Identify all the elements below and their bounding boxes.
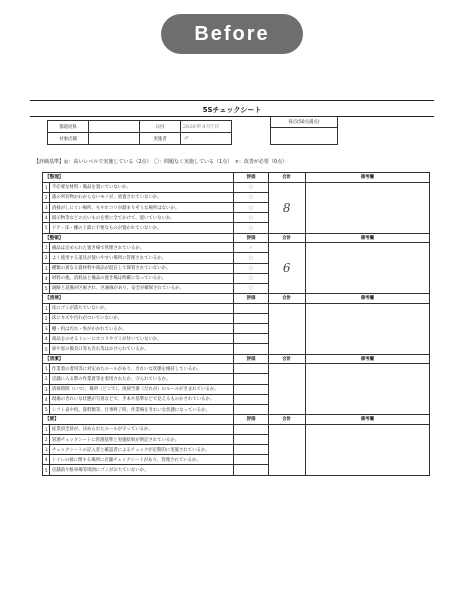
item-text: 扉や窓の換気口等も汚れ等はかけられているか。 [49,344,233,354]
section-header-row [43,173,430,183]
evaluation-cell[interactable] [234,394,269,404]
item-text: 清掃時間（いつ）、場所（どこで）、清掃当番（だれが）のルールがきまれているか。 [49,384,233,394]
evaluation-cell[interactable]: ○ [234,253,269,263]
item-text: 不必要な材料・備品を置いていないか。 [49,182,233,192]
item-number: 1 [43,243,50,253]
item-number: 4 [43,394,50,404]
evaluation-cell[interactable] [234,303,269,313]
eval-column-header: 評価 [234,415,269,425]
item-number: 4 [43,213,50,223]
evaluation-cell[interactable]: ○ [234,213,269,223]
evaluation-cell[interactable] [234,434,269,444]
item-number: 5 [43,283,50,293]
section-header-row [43,354,430,364]
evaluation-cell[interactable] [234,374,269,384]
item-text: シフト表や机、資料類等、仕事終了時、作業場をきれいな状態になっているか。 [49,404,233,414]
evaluation-cell[interactable] [234,384,269,394]
item-number: 5 [43,344,50,354]
evaluation-cell[interactable] [234,424,269,434]
evaluation-cell[interactable]: ○ [234,192,269,202]
item-number: 1 [43,424,50,434]
item-number: 2 [43,434,50,444]
score-field[interactable] [271,128,338,145]
item-text: 従業員全員が、決められたルールが守っているか。 [49,424,233,434]
implementer-field[interactable]: ダ [181,133,232,145]
evaluation-cell[interactable]: ○ [234,202,269,212]
sum-column-header: 合計 [268,233,305,243]
item-text: 棚・机は汚れ・埃がかかれているか。 [49,324,233,334]
header-table [47,120,232,145]
section-total-cell[interactable]: 6 [268,243,305,294]
evaluation-cell[interactable] [234,465,269,475]
item-number: 2 [43,313,50,323]
item-number: 5 [43,223,50,233]
item-number: 1 [43,182,50,192]
evaluation-cell[interactable] [234,404,269,414]
score-label: 採点(50点満点) [271,117,338,128]
evaluation-cell[interactable] [234,445,269,455]
eval-column-header: 評価 [234,354,269,364]
evaluation-cell[interactable]: ○ [234,223,269,233]
evaluation-cell[interactable]: ✓ [234,243,269,253]
store-field[interactable] [89,133,140,145]
item-text: よく使用する道具が使いやすい場所に管理されているか。 [49,253,233,263]
item-text: 現場のきれいな状態が写真などで、手本や基準などで見えるものかされているか。 [49,394,233,404]
item-text: 誰の所有物かわからないモノが、放置されていないか。 [49,192,233,202]
evaluation-cell[interactable]: ○ [234,283,269,293]
checklist-sheet [30,100,434,474]
checklist-table [42,172,430,476]
note-cell[interactable] [305,243,429,294]
item-number: 1 [43,364,50,374]
section-total-cell[interactable] [268,364,305,415]
evaluation-cell[interactable]: ○ [234,273,269,283]
item-text: 管理チェックシートに管理基準と実施結果が明記されているか。 [49,434,233,444]
evaluation-cell[interactable] [234,324,269,334]
item-number: 2 [43,192,50,202]
checklist-row [43,182,430,192]
checklist-row [43,303,430,313]
item-text: 備品は定められた置き場で管理されているか。 [49,243,233,253]
note-column-header: 備考欄 [305,354,429,364]
section-name: 【躾】 [43,415,234,425]
date-field[interactable]: 2020年 4月7日 [181,121,232,133]
eval-column-header: 評価 [234,233,269,243]
note-column-header: 備考欄 [305,415,429,425]
item-number: 4 [43,455,50,465]
item-number: 4 [43,334,50,344]
item-text: 作業着の着用等に対定めたルールがあり、きれいな状態を維持しているか。 [49,364,233,374]
evaluation-cell[interactable]: ○ [234,182,269,192]
evaluation-legend: 【評価基準】◎：高いレベルで実施している（2点） 〇：問題なく実施している（1点） ×：改善が必要（0点） [34,159,288,165]
section-name: 【整頓】 [43,233,234,243]
section-name: 【整理】 [43,173,234,183]
item-number: 4 [43,273,50,283]
item-text: 掲示物等などの古いものを壁に全てかけて、置いていないか。 [49,213,233,223]
evaluation-cell[interactable] [234,313,269,323]
item-number: 3 [43,324,50,334]
note-cell[interactable] [305,364,429,415]
item-number: 3 [43,202,50,212]
sum-column-header: 合計 [268,415,305,425]
score-box [270,116,338,145]
note-column-header: 備考欄 [305,173,429,183]
evaluation-cell[interactable]: ○ [234,263,269,273]
before-badge: Before [161,14,303,54]
evaluation-cell[interactable] [234,334,269,344]
section-name: 【清掃】 [43,294,234,304]
section-name: 【清潔】 [43,354,234,364]
evaluation-cell[interactable] [234,455,269,465]
checklist-row [43,364,430,374]
eval-column-header: 評価 [234,294,269,304]
eval-column-header: 評価 [234,173,269,183]
item-text: 種類の異なる資材料や商品が混在して保管されていないか。 [49,263,233,273]
checklist-row [43,243,430,253]
sheet-title: 5Sチェックシート [30,100,434,117]
item-number: 3 [43,445,50,455]
item-number: 5 [43,465,50,475]
evaluation-cell[interactable] [234,344,269,354]
sum-column-header: 合計 [268,354,305,364]
note-column-header: 備考欄 [305,233,429,243]
section-header-row [43,294,430,304]
item-text: 通路と設備が区画され、区画線があり、安全が確保されているか。 [49,283,233,293]
section-header-row [43,233,430,243]
item-number: 1 [43,303,50,313]
note-cell[interactable] [305,303,429,354]
item-text: チェックシートの記入者と確認者によるチェックが定期的に実施されているか。 [49,445,233,455]
section-total-cell[interactable]: 8 [268,182,305,233]
item-text: 店舗前や駐車場等周囲にゴミがおちていないか。 [49,465,233,475]
section-total-cell[interactable] [268,303,305,354]
item-text: 床にキズや汚れがついていないか。 [49,313,233,323]
section-total-cell[interactable] [268,424,305,475]
date-label: 日付 [140,121,181,133]
prefecture-label: 都道府県 [48,121,89,133]
note-column-header: 備考欄 [305,294,429,304]
store-label: 対象店舗 [48,133,89,145]
evaluation-cell[interactable] [234,364,269,374]
implementer-label: 実施者 [140,133,181,145]
item-text: トイレの掃に関する場所に店舗チェックシートがあり、管理されているか。 [49,455,233,465]
item-text: 清掃がしにくい場所、もやホコリが溜まりそうな場所はないか。 [49,202,233,212]
item-text: ドア・床・棚の上部に不要なものが置かれていないか。 [49,223,233,233]
item-number: 2 [43,253,50,263]
item-text: 材料の他、消耗品と備品の置き場は明確になっているか。 [49,273,233,283]
item-number: 3 [43,263,50,273]
sum-column-header: 合計 [268,173,305,183]
item-number: 2 [43,374,50,384]
note-cell[interactable] [305,424,429,475]
item-text: 店舗に入る際の作業着等を着用されたか、守られているか。 [49,374,233,384]
item-text: 床にゴミが落ちていないか。 [49,303,233,313]
prefecture-field[interactable] [89,121,140,133]
item-text: 商品をのせるトレーにホコリやゴミが付いていないか。 [49,334,233,344]
section-header-row [43,415,430,425]
sum-column-header: 合計 [268,294,305,304]
item-number: 3 [43,384,50,394]
item-number: 5 [43,404,50,414]
note-cell[interactable] [305,182,429,233]
checklist-row [43,424,430,434]
